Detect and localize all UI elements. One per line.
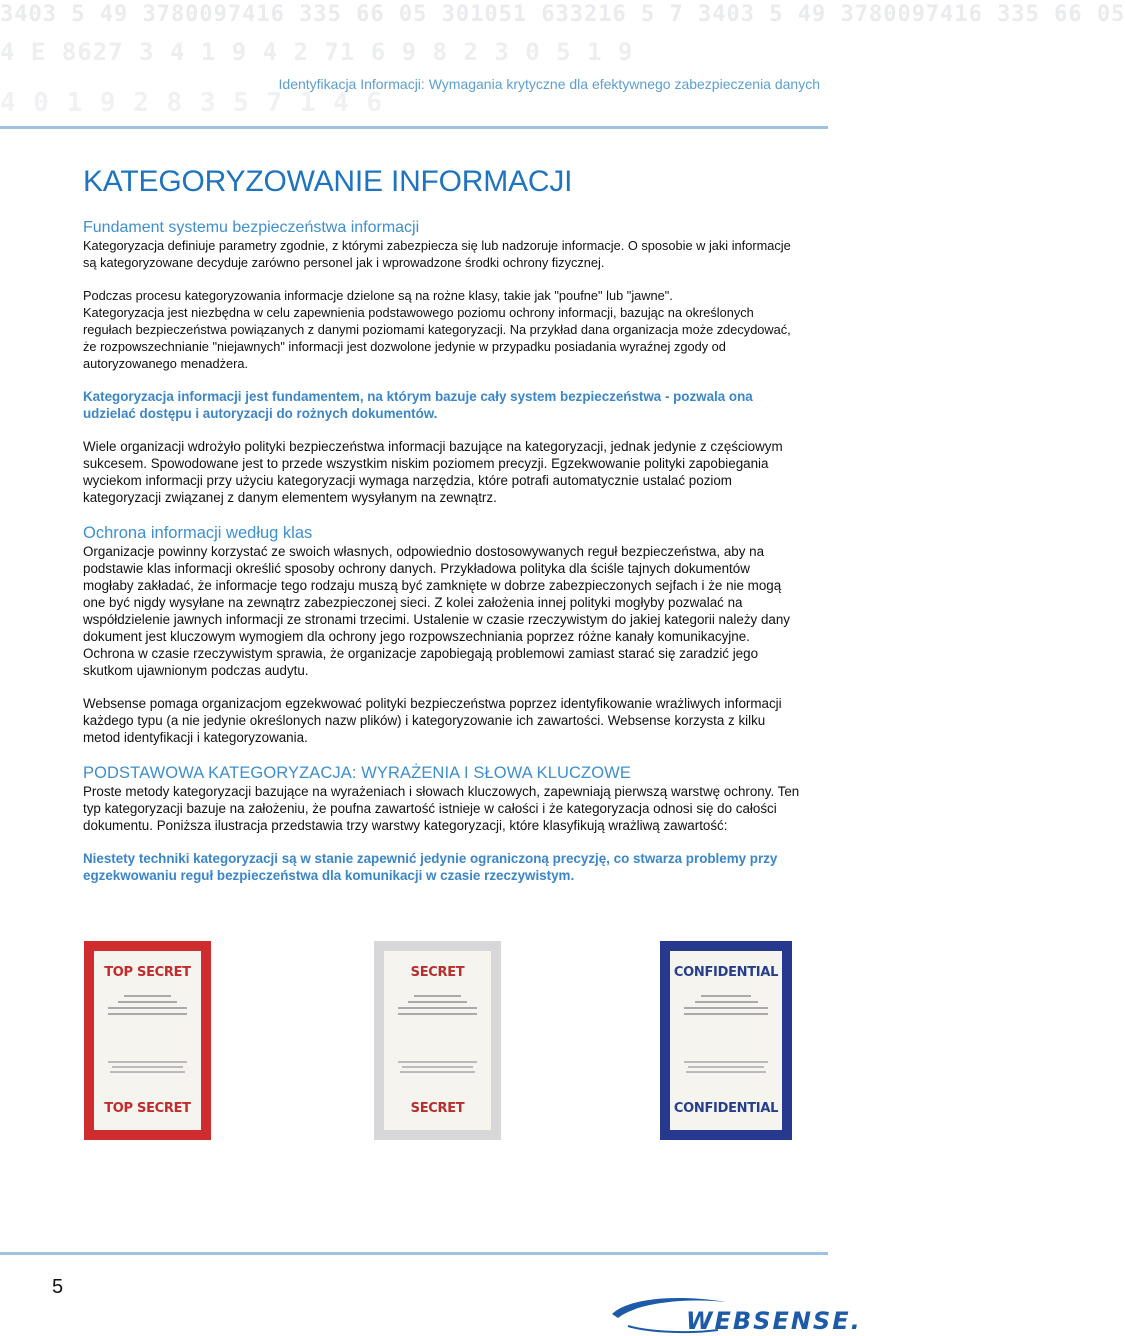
poster-top-secret (84, 941, 211, 1140)
section-heading-basic-categorization: PODSTAWOWA KATEGORYZACJA: WYRAŻENIA I SŁOWA KLUCZOWE (83, 764, 631, 782)
paragraph: Organizacje powinny korzystać ze swoich własnych, odpowiednio dostosowywanych reguł bezpieczeństwa, aby na podstawie klas informacji określić sposoby ochrony danych. Przykładowa polityka dla ściśle tajnych dokumentów mogłaby zakładać, że informacje tego rodzaju muszą być zamknięte w dobrze zabezpieczonych sejfach i że nie mogą one być nigdy wysyłane na zewnątrz zabezpieczonej sieci. Z kolei założenia innej polityki mogłyby pozwalać na współdzielenie jawnych informacji ze stronami trzecimi. Ustalenie w czasie rzeczywistym do jakiej kategorii należy dany dokument jest kluczowym wymogiem dla ochrony jego rozpowszechniania poprzez różne kanały komunikacyjne. Ochrona w czasie rzeczywistym sprawia, że organizacje zapobiegają problemowi zamiast starać się zaradzić jego skutkom ujawnionym podczas audytu. (83, 544, 790, 678)
page-number: 5 (52, 1276, 64, 1298)
banner-decor-digits: 3403 5 49 3780097416 335 66 05 301051 633216 5 7 3403 5 49 3780097416 335 66 05 (0, 2, 1125, 27)
poster-stamp-label: CONFIDENTIAL (673, 1101, 779, 1116)
poster-stamp-label: SECRET (410, 965, 465, 980)
poster-stamp-label: TOP SECRET (104, 1101, 191, 1116)
highlight-statement: Niestety techniki kategoryzacji są w stanie zapewnić jedynie ograniczoną precyzję, co stwarza problemy przy egzekwowaniu reguł bezpieczeństwa dla komunikacji w czasie rzeczywistym. (83, 851, 778, 883)
paragraph: Kategoryzacja jest niezbędna w celu zapewnienia podstawowego poziomu ochrony informacji, bazując na określonych regułach bezpieczeństwa powiązanych z danymi poziomami kategoryzacji. Na przykład dana organizacja może zdecydować, że rozpowszechnianie "niejawnych" informacji jest dozwolone jedynie w przypadku posiadania wyraźnej zgody od autoryzowanego menadżera. (83, 305, 791, 371)
main-content (83, 164, 803, 884)
footer-divider (0, 1252, 828, 1255)
running-header-title: Identyfikacja Informacji: Wymagania krytyczne dla efektywnego zabezpieczenia danych (278, 76, 820, 92)
section-heading-foundation: Fundament systemu bezpieczeństwa informacji (83, 219, 420, 236)
poster-stamp-label: CONFIDENTIAL (673, 965, 779, 980)
paragraph: Websense pomaga organizacjom egzekwować polityki bezpieczeństwa poprzez identyfikowanie wrażliwych informacji każdego typu (a nie jedynie określonych nazw plików) i kategoryzowanie ich zawartości. Websense korzysta z kilku metod identyfikacji i kategoryzowania. (83, 696, 782, 745)
poster-stamp-label: SECRET (410, 1101, 465, 1116)
banner-decor-digits: 4 0 1 9 2 8 3 5 7 1 4 6 (0, 88, 384, 118)
header-divider (0, 126, 828, 129)
paragraph: Kategoryzacja definiuje parametry zgodnie, z którymi zabezpiecza się lub nadzoruje informacje. O sposobie w jaki informacje są kategoryzowane decyduje zarówno personel jak i wprowadzone środki ochrony fizycznej. (83, 238, 791, 270)
section-heading-protection: Ochrona informacji według klas (83, 524, 313, 542)
websense-logo (608, 1296, 928, 1336)
paragraph: Wiele organizacji wdrożyło polityki bezpieczeństwa informacji bazujące na kategoryzacji, jednak jedynie z częściowym sukcesem. Spowodowane jest to przede wszystkim niskim poziomem precyzji. Egzekwowanie polityki zapobiegania wyciekom informacji przy użyciu kategoryzacji wymaga narzędzia, które potrafi automatycznie ustalać poziom kategoryzacji związanej z danym elementem wysyłanym na zewnątrz. (83, 439, 783, 505)
page-title: KATEGORYZOWANIE INFORMACJI (83, 165, 573, 198)
banner-decor-digits: 4 E 8627 3 4 1 9 4 2 71 6 9 8 2 3 0 5 1 9 (0, 38, 634, 66)
highlight-statement: Kategoryzacja informacji jest fundamentem, na którym bazuje cały system bezpieczeństwa - pozwala ona udzielać dostępu i autoryzacji do rożnych dokumentów. (83, 389, 753, 421)
classification-posters-illustration (84, 941, 792, 1141)
poster-stamp-label: TOP SECRET (104, 965, 191, 980)
header-banner (0, 0, 1125, 130)
logo-wordmark: WEBSENSE. (686, 1307, 862, 1335)
poster-secret (374, 941, 501, 1140)
paragraph: Podczas procesu kategoryzowania informacje dzielone są na rożne klasy, takie jak "poufne" lub "jawne". (83, 288, 673, 303)
poster-confidential (660, 941, 792, 1140)
paragraph: Proste metody kategoryzacji bazujące na wyrażeniach i słowach kluczowych, zapewniają pierwszą warstwę ochrony. Ten typ kategoryzacji bazuje na założeniu, że poufna zawartość istnieje w całości i że kategoryzacja odnosi się do całości dokumentu. Poniższa ilustracja przedstawia trzy warstwy kategoryzacji, które klasyfikują wrażliwą zawartość: (83, 784, 800, 833)
